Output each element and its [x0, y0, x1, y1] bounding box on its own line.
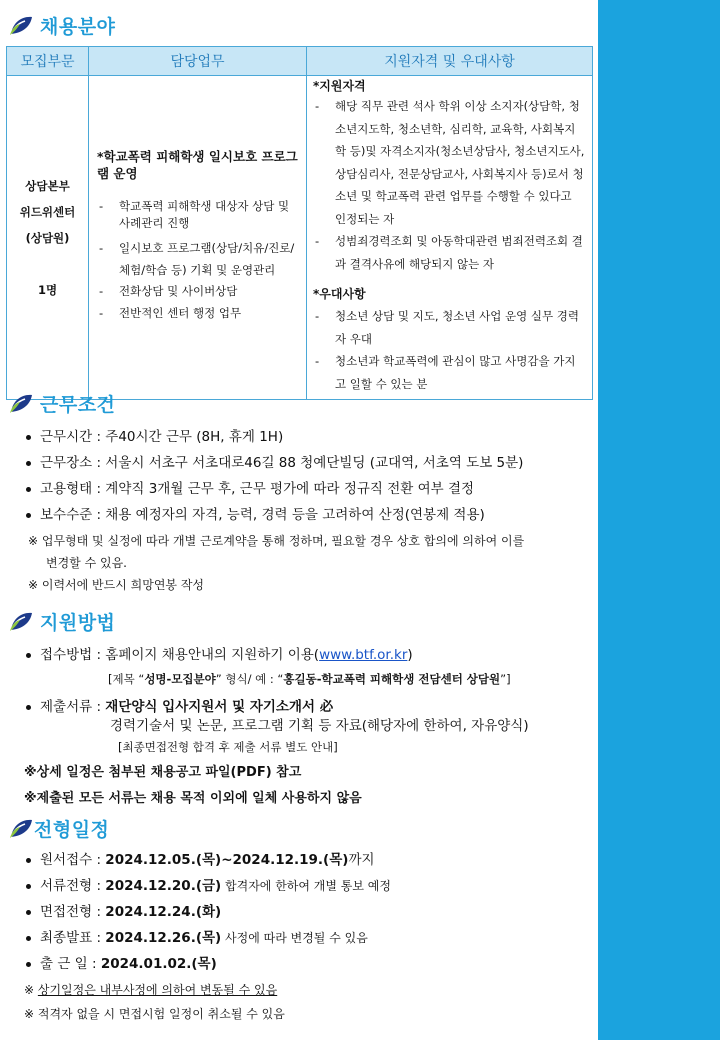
duty-cell [89, 76, 307, 400]
apply-block [24, 642, 529, 812]
schedule-item: 면접전형 : 2024.12.24.(화) [24, 899, 391, 925]
table-header-row [7, 47, 593, 76]
work-note: 변경할 수 있음. [46, 556, 127, 570]
duty-item: - 전반적인 센터 행정 업무 [97, 305, 300, 322]
leaf-icon [8, 14, 34, 36]
qual-cell [307, 76, 593, 400]
schedule-note: ※ 상기일정은 내부사정에 의하여 변동될 수 있음 [24, 983, 278, 997]
dept-count: 1명 [37, 282, 58, 297]
duty-item: - 일시보호 프로그램(상담/치유/진로/체험/학습 등) 기획 및 운영관리 [97, 237, 300, 281]
schedule-item: 서류전형 : 2024.12.20.(금) 합격자에 한하여 개별 통보 예정 [24, 873, 391, 899]
apply-receipt [24, 642, 529, 668]
table-row [7, 76, 593, 400]
pref-head: *우대사항 [313, 287, 366, 301]
pref-item: - 청소년 상담 및 지도, 청소년 사업 운영 실무 경력자 우대 [313, 305, 586, 350]
leaf-icon [8, 610, 34, 632]
col-header-duty: 담당업무 [89, 47, 307, 76]
bold-notice: ※상세 일정은 첨부된 채용공고 파일(PDF) 참고 [24, 765, 302, 780]
duty-item: - 전화상담 및 사이버상담 [97, 283, 300, 300]
section-title-schedule [8, 813, 109, 843]
pref-item: - 청소년과 학교폭력에 관심이 많고 사명감을 가지고 일할 수 있는 분 [313, 350, 586, 395]
homepage-link[interactable]: www.btf.or.kr [319, 647, 408, 663]
work-note: ※ 이력서에 반드시 희망연봉 작성 [28, 578, 205, 592]
receipt-text: 홈페이지 채용안내의 지원하기 이용( [105, 647, 320, 663]
duty-item: - 학교폭력 피해학생 대상자 상담 및 사례관리 진행 [97, 198, 300, 232]
docs-note: [최종면접전형 합격 후 제출 서류 별도 안내] [118, 740, 338, 754]
schedule-block [24, 847, 391, 1025]
work-item: 고용형태 : 계약직 3개월 근무 후, 근무 평가에 따라 정규직 전환 여부 결정 [24, 476, 524, 502]
qual-item: - 해당 직무 관련 석사 학위 이상 소지자(상담학, 청소년지도학, 청소년학, 심리학, 교육학, 사회복지학 등)및 자격소지자(청소년상담사, 청소년지도사, 상담심리사, 전문상담교사, 사회복지사 등)로서 청소년 및 학교폭력 관련 업무를 수행할 수 있다고 인정되는 자 [313, 95, 586, 230]
receipt-label: 접수방법 : [40, 647, 106, 663]
work-block [24, 424, 524, 596]
work-note: ※ 업무형태 및 실정에 따라 개별 근로계약을 통해 정하며, 필요할 경우 상호 합의에 의하여 이를 [28, 534, 525, 548]
qual-item: - 성범죄경력조회 및 아동학대관련 범죄전력조회 결과 결격사유에 해당되지 않는 자 [313, 230, 586, 275]
section-title-apply [8, 606, 115, 636]
col-header-dept: 모집부문 [7, 47, 89, 76]
title-format-note: [제목 “성명-모집분야” 형식/ 예 : “홍길동-학교폭력 피해학생 전담센터 상담원”] [108, 672, 511, 686]
docs-sub: 경력기술서 및 논문, 프로그램 기획 등 자료(해당자에 한하여, 자유양식) [110, 718, 529, 734]
work-item: 근무장소 : 서울시 서초구 서초대로46길 88 청예단빌딩 (교대역, 서초역 도보 5분) [24, 450, 524, 476]
work-item: 근무시간 : 주40시간 근무 (8H, 휴게 1H) [24, 424, 524, 450]
dept-line: 위드위센터 [19, 204, 76, 219]
work-item: 보수수준 : 채용 예정자의 자격, 능력, 경력 등을 고려하여 산정(연봉제 적용) [24, 502, 524, 528]
dept-line: 상담본부 [25, 178, 70, 193]
leaf-icon [8, 817, 34, 839]
section-title-text: 근무조건 [40, 393, 116, 416]
section-title-text: 지원방법 [40, 611, 116, 634]
dept-cell [7, 76, 89, 400]
duty-head: *학교폭력 피해학생 일시보호 프로그램 운영 [97, 149, 298, 181]
section-title-recruit [8, 10, 115, 40]
section-title-text: 전형일정 [34, 818, 110, 841]
schedule-item: 최종발표 : 2024.12.26.(목) 사정에 따라 변경될 수 있음 [24, 925, 391, 951]
side-accent-bar [598, 0, 720, 1040]
schedule-item: 원서접수 : 2024.12.05.(목)~2024.12.19.(목)까지 [24, 847, 391, 873]
receipt-close: ) [407, 647, 413, 663]
leaf-icon [8, 392, 34, 414]
apply-docs [24, 694, 529, 720]
dept-line: (상담원) [25, 230, 70, 245]
col-header-qual: 지원자격 및 우대사항 [307, 47, 593, 76]
section-title-text: 채용분야 [40, 15, 116, 38]
qual-head: *지원자격 [313, 79, 366, 93]
recruit-table [6, 46, 593, 400]
section-title-work [8, 388, 115, 418]
docs-label: 제출서류 : [40, 699, 106, 715]
schedule-note: ※ 적격자 없을 시 면접시험 일정이 취소될 수 있음 [24, 1007, 285, 1021]
docs-main: 재단양식 입사지원서 및 자기소개서 必 [105, 699, 334, 715]
schedule-item: 출 근 일 : 2024.01.02.(목) [24, 951, 391, 977]
bold-notice: ※제출된 모든 서류는 채용 목적 이외에 일체 사용하지 않음 [24, 791, 362, 806]
